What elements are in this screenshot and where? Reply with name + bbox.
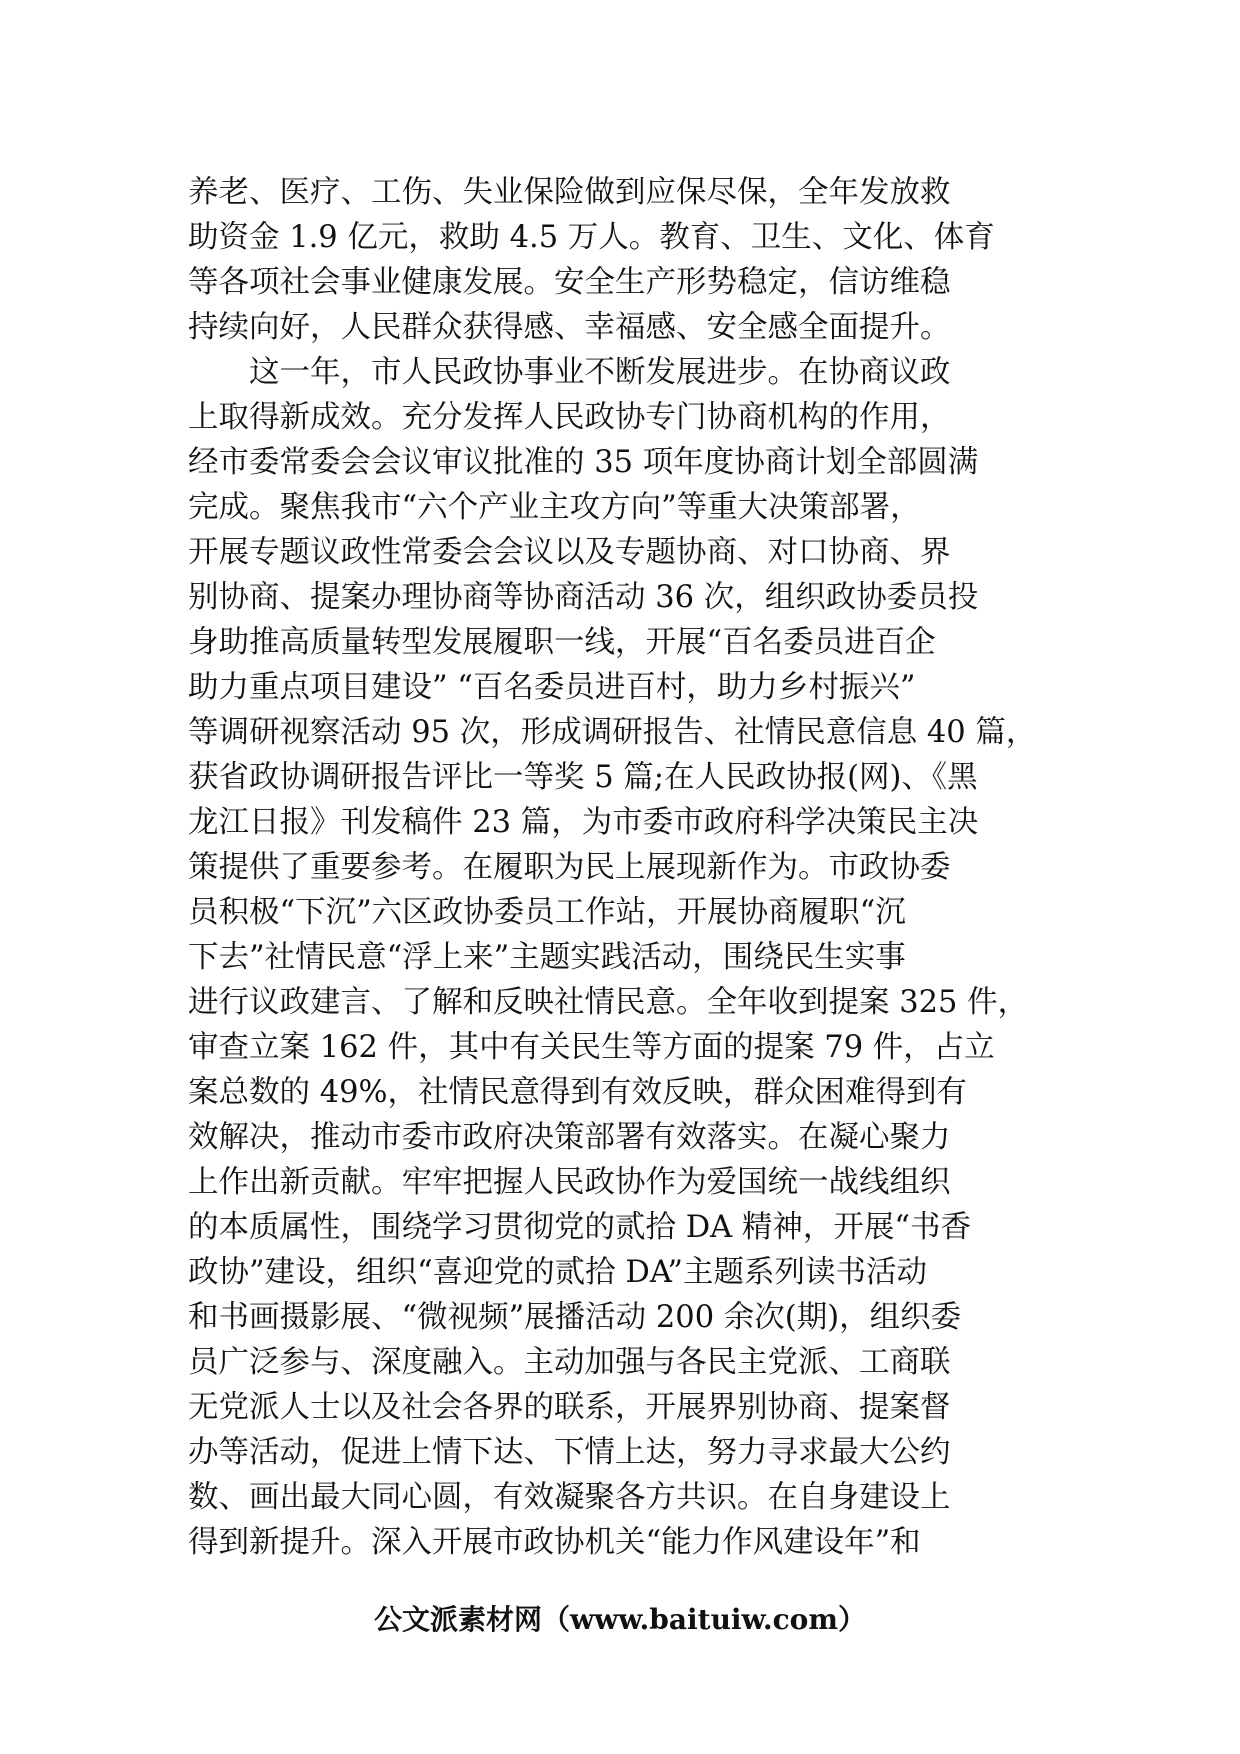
- text-line: 和书画摄影展、“微视频”展播活动 200 余次(期)，组织委: [188, 1300, 962, 1335]
- text-line: 策提供了重要参考。在履职为民上展现新作为。市政协委: [188, 850, 951, 885]
- text-line: 完成。聚焦我市“六个产业主攻方向”等重大决策部署，: [188, 490, 921, 525]
- text-line: 持续向好，人民群众获得感、幸福感、安全感全面提升。: [188, 310, 951, 345]
- footer-source-text: 公文派素材网（www.baituiw.com）: [374, 1603, 866, 1636]
- text-line: 身助推高质量转型发展履职一线，开展“百名委员进百企: [188, 625, 936, 660]
- text-line: 的本质属性，围绕学习贯彻党的贰拾 DA 精神，开展“书香: [188, 1210, 971, 1245]
- text-line: 进行议政建言、了解和反映社情民意。全年收到提案 325 件，: [188, 985, 1029, 1020]
- text-line: 别协商、提案办理协商等协商活动 36 次，组织政协委员投: [188, 580, 979, 615]
- text-line: 得到新提升。深入开展市政协机关“能力作风建设年”和: [188, 1525, 921, 1560]
- text-line: 上作出新贡献。牢牢把握人民政协作为爱国统一战线组织: [188, 1165, 951, 1200]
- text-line: 员广泛参与、深度融入。主动加强与各民主党派、工商联: [188, 1345, 951, 1380]
- text-line: 案总数的 49%，社情民意得到有效反映，群众困难得到有: [188, 1075, 967, 1110]
- text-line: 经市委常委会会议审议批准的 35 项年度协商计划全部圆满: [188, 445, 979, 480]
- text-line: 养老、医疗、工伤、失业保险做到应保尽保，全年发放救: [188, 175, 951, 210]
- text-line: 这一年，市人民政协事业不断发展进步。在协商议政: [188, 355, 951, 390]
- text-line: 员积极“下沉”六区政协委员工作站，开展协商履职“沉: [188, 895, 906, 930]
- text-line: 上取得新成效。充分发挥人民政协专门协商机构的作用，: [188, 400, 951, 435]
- text-line: 政协”建设，组织“喜迎党的贰拾 DA”主题系列读书活动: [188, 1255, 927, 1290]
- body-text: [188, 170, 1088, 1565]
- text-line: 助力重点项目建设” “百名委员进百村，助力乡村振兴”: [188, 670, 916, 705]
- text-line: 办等活动，促进上情下达、下情上达，努力寻求最大公约: [188, 1435, 951, 1470]
- text-line: 开展专题议政性常委会会议以及专题协商、对口协商、界: [188, 535, 951, 570]
- text-line: 数、画出最大同心圆，有效凝聚各方共识。在自身建设上: [188, 1480, 951, 1515]
- text-line: 等各项社会事业健康发展。安全生产形势稳定，信访维稳: [188, 265, 951, 300]
- text-line: 获省政协调研报告评比一等奖 5 篇;在人民政协报(网)、《黑: [188, 760, 978, 795]
- text-line: 审查立案 162 件，其中有关民生等方面的提案 79 件，占立: [188, 1030, 995, 1065]
- text-line: 等调研视察活动 95 次，形成调研报告、社情民意信息 40 篇，: [188, 715, 1037, 750]
- text-line: 助资金 1.9 亿元，救助 4.5 万人。教育、卫生、文化、体育: [188, 220, 995, 255]
- text-line: 无党派人士以及社会各界的联系，开展界别协商、提案督: [188, 1390, 951, 1425]
- text-line: 龙江日报》刊发稿件 23 篇，为市委市政府科学决策民主决: [188, 805, 979, 840]
- text-line: 下去”社情民意“浮上来”主题实践活动，围绕民生实事: [188, 940, 906, 975]
- text-line: 效解决，推动市委市政府决策部署有效落实。在凝心聚力: [188, 1120, 951, 1155]
